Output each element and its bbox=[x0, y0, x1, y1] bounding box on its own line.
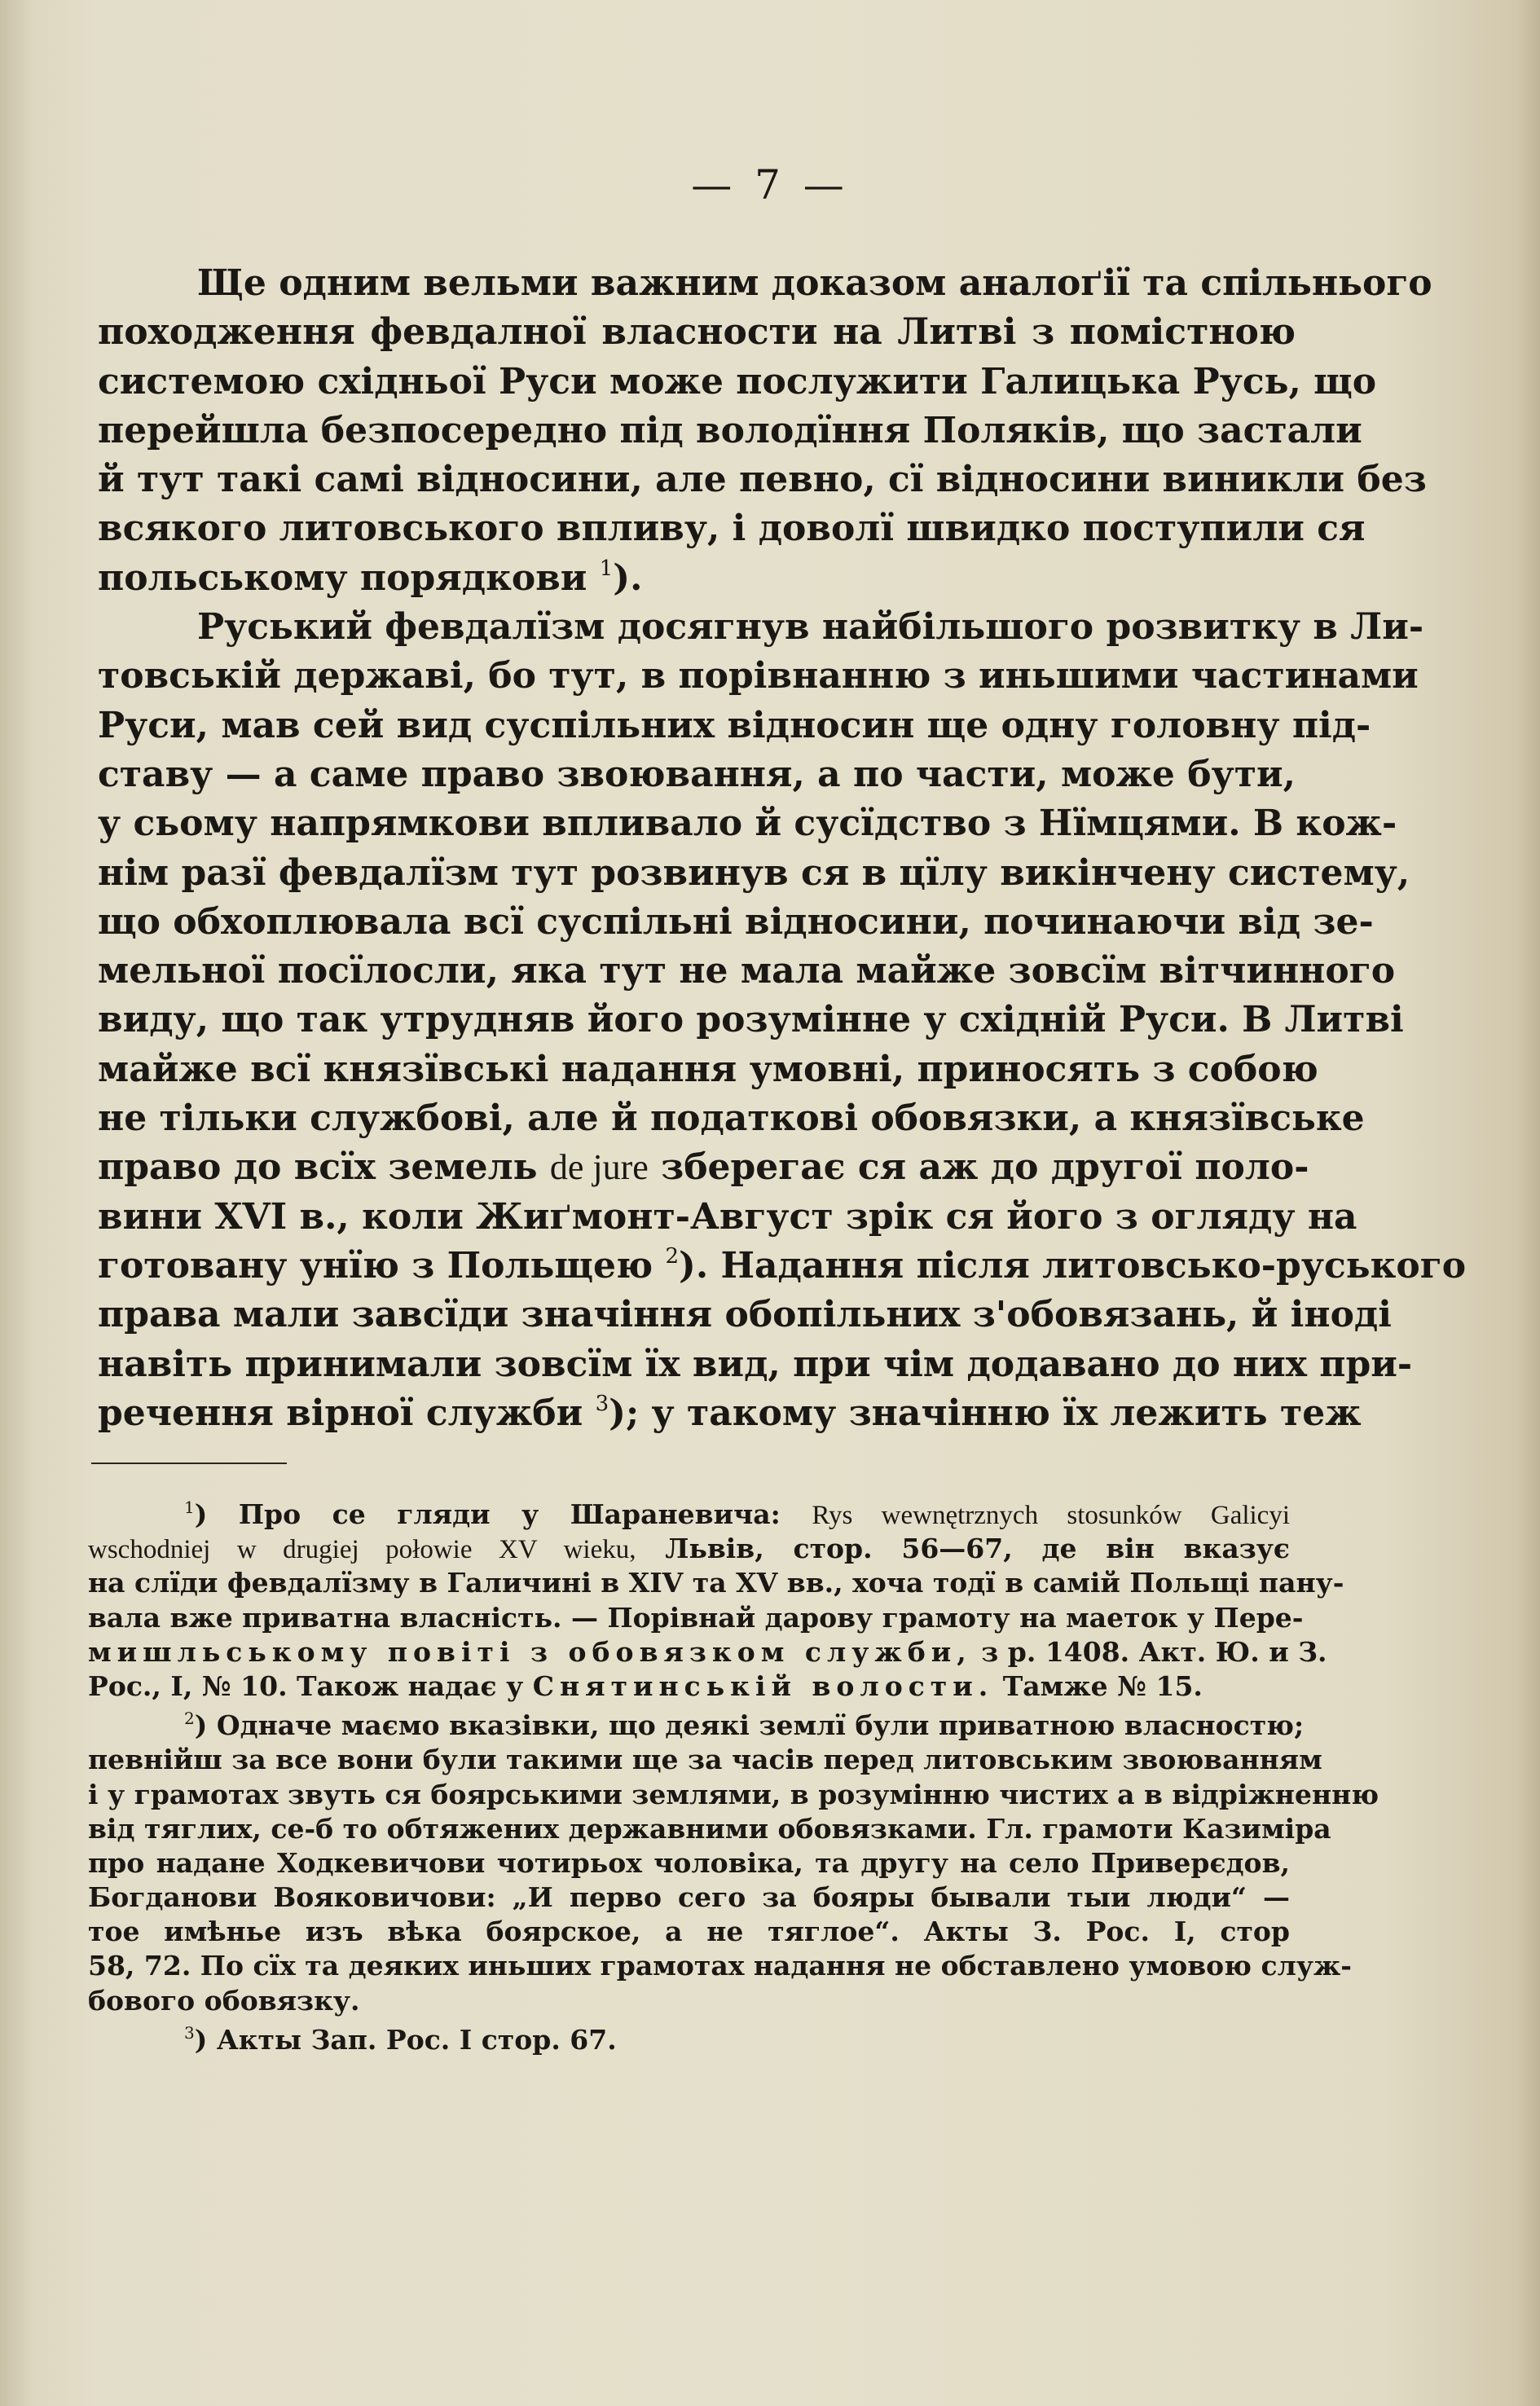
text-segment: готовану унїю з Польщею bbox=[98, 1244, 653, 1287]
text-segment: Львів, стор. 56—67, де він вказує bbox=[665, 1533, 1291, 1565]
text-line: не тільки службові, але й податкові обовязки, а князївське bbox=[98, 1097, 1365, 1140]
text-segment: зберегає ся аж до другої поло- bbox=[661, 1146, 1309, 1189]
text-segment: ). bbox=[613, 556, 643, 599]
text-segment: ; у такому значінню їх лежить теж bbox=[625, 1392, 1362, 1434]
text-line: мельної посїлосли, яка тут не мала майже зовсїм вітчинного bbox=[98, 950, 1396, 992]
text-segment: Рос., I, № 10. Також надає у bbox=[88, 1669, 524, 1702]
text-line: майже всї князївські надання умовні, приносять з собою bbox=[98, 1048, 1318, 1090]
footnote-2-line: тое имѣнье изъ вѣка боярское, а не тяглое“. Акты З. Рос. I, стор bbox=[88, 1916, 1290, 1948]
text-line: походження февдалної власности на Литві з помістною bbox=[98, 311, 1296, 354]
footnote-1-line bbox=[88, 1669, 1290, 1704]
text-line bbox=[98, 1242, 1467, 1291]
footnote-2-line: і у грамотах звуть ся боярськими землями, в розумінню чистих а в відріжненню bbox=[88, 1778, 1379, 1810]
text-line: навіть принимали зовсїм їх вид, при чім додавано до них при- bbox=[98, 1343, 1413, 1385]
text-segment: право до всїх земель bbox=[98, 1146, 538, 1189]
text-line: нім разї февдалїзм тут розвинув ся в цїлу викінчену систему, bbox=[98, 851, 1410, 894]
footnote-1-line bbox=[88, 1498, 1290, 1532]
footnote-marker-1: 1 bbox=[184, 1498, 195, 1517]
text-segment: ) bbox=[679, 1244, 696, 1287]
footnote-ref-2[interactable]: 2 bbox=[665, 1243, 679, 1269]
footnote-1-line: вала вже приватна власність. — Порівнай дарову грамоту на маеток у Пере- bbox=[88, 1601, 1304, 1634]
text-segment: ) Про се гляди у Шараневича: bbox=[194, 1498, 781, 1530]
text-line: вини XVI в., коли Жиґмонт-Август зрік ся його з огляду на bbox=[98, 1195, 1357, 1238]
text-line bbox=[98, 1143, 1309, 1192]
footnote-2-line: певнійш за все вони були такими ще за часів перед литовським звоюванням bbox=[88, 1744, 1322, 1776]
text-segment: ) Одначе маємо вказівки, що деякі землї були приватною власностю; bbox=[194, 1709, 1305, 1742]
spaced-text: Снятинській волости. bbox=[532, 1669, 994, 1702]
text-segment: . Надання після литовсько-руського bbox=[695, 1244, 1467, 1287]
text-line: права мали завсїди значіння обопільних з'обовязань, й іноді bbox=[98, 1294, 1392, 1336]
main-text bbox=[98, 259, 1467, 1438]
footnote-marker-3: 3 bbox=[184, 2022, 195, 2043]
footnote-3-line bbox=[88, 2023, 1290, 2057]
footnote-2-line: від тяглих, се-б то обтяжених державними обовязками. Гл. грамоти Казиміра bbox=[88, 1812, 1331, 1845]
footnote-ref-1[interactable]: 1 bbox=[599, 556, 614, 581]
text-line: Руси, мав сей вид суспільних відносин ще одну головну під- bbox=[98, 704, 1371, 746]
footnote-2-line: Богданови Вояковичови: „И перво сего за бояры бывали тыи люди“ — bbox=[88, 1881, 1290, 1914]
latin-title: wschodniej w drugiej połowie XV wieku, bbox=[88, 1535, 636, 1565]
text-line: перейшла безпосередно під володїння Поляків, що застали bbox=[98, 409, 1362, 451]
text-line: всякого литовського впливу, і доволї швидко поступили ся bbox=[98, 508, 1366, 550]
text-line: Руський февдалїзм досягнув найбільшого розвитку в Ли- bbox=[197, 606, 1424, 649]
footnote-1-line: на слїди февдалїзму в Галичині в XIV та XV вв., хоча тодї в самій Польщі пану- bbox=[88, 1567, 1344, 1599]
footnote-ref-3[interactable]: 3 bbox=[595, 1391, 609, 1416]
footnote-2-line: бового обовязку. bbox=[88, 1984, 360, 2017]
text-segment: речення вірної служби bbox=[98, 1392, 583, 1434]
text-line: системою східньої Руси може послужити Галицька Русь, що bbox=[98, 360, 1377, 402]
text-segment: з р. 1408. Акт. Ю. и З. bbox=[981, 1635, 1327, 1668]
text-segment: польському порядкови bbox=[98, 556, 587, 599]
footnote-1-line bbox=[88, 1635, 1327, 1669]
text-line: ставу — а саме право звоювання, а по части, може бути, bbox=[98, 753, 1296, 795]
footnotes bbox=[88, 1498, 1379, 2057]
text-line: й тут такі самі відносини, але певно, сї відносини виникли без bbox=[98, 459, 1427, 501]
text-line bbox=[98, 554, 1296, 603]
footnote-divider bbox=[91, 1463, 287, 1464]
footnote-1-line bbox=[88, 1532, 1290, 1566]
footnote-2-line bbox=[88, 1709, 1305, 1743]
latin-phrase: de jure bbox=[549, 1147, 649, 1188]
text-segment: ) bbox=[609, 1392, 626, 1434]
footnote-marker-2: 2 bbox=[184, 1709, 195, 1729]
text-line: що обхоплювала всї суспільні відносини, починаючи від зе- bbox=[98, 900, 1374, 943]
text-line: у сьому напрямкови впливало й сусїдство з Нїмцями. В кож- bbox=[98, 803, 1397, 845]
text-segment: ) Акты Зап. Рос. I стор. 67. bbox=[194, 2023, 617, 2056]
footnote-2-line: 58, 72. По сїх та деяких иньших грамотах надання не обставлено умовою служ- bbox=[88, 1950, 1352, 1982]
page-number: — 7 — bbox=[691, 161, 849, 209]
text-line: виду, що так утрудняв його розумінне у східній Руси. В Литві bbox=[98, 999, 1404, 1041]
text-line: Ще одним вельми важним доказом аналоґії та спільнього bbox=[197, 262, 1432, 304]
footnote-2-line: про надане Ходкевичови чотирьох чоловіка, та другу на село Приверєдов, bbox=[88, 1846, 1290, 1879]
text-segment: Тамже № 15. bbox=[1002, 1669, 1203, 1702]
text-line bbox=[98, 1389, 1362, 1438]
text-line: товській державі, бо тут, в порівнанню з иньшими частинами bbox=[98, 655, 1419, 697]
latin-title: Rys wewnętrznych stosunków Galicyi bbox=[812, 1501, 1290, 1530]
spaced-text: мишльському повіті з обовязком служби, bbox=[88, 1635, 972, 1668]
